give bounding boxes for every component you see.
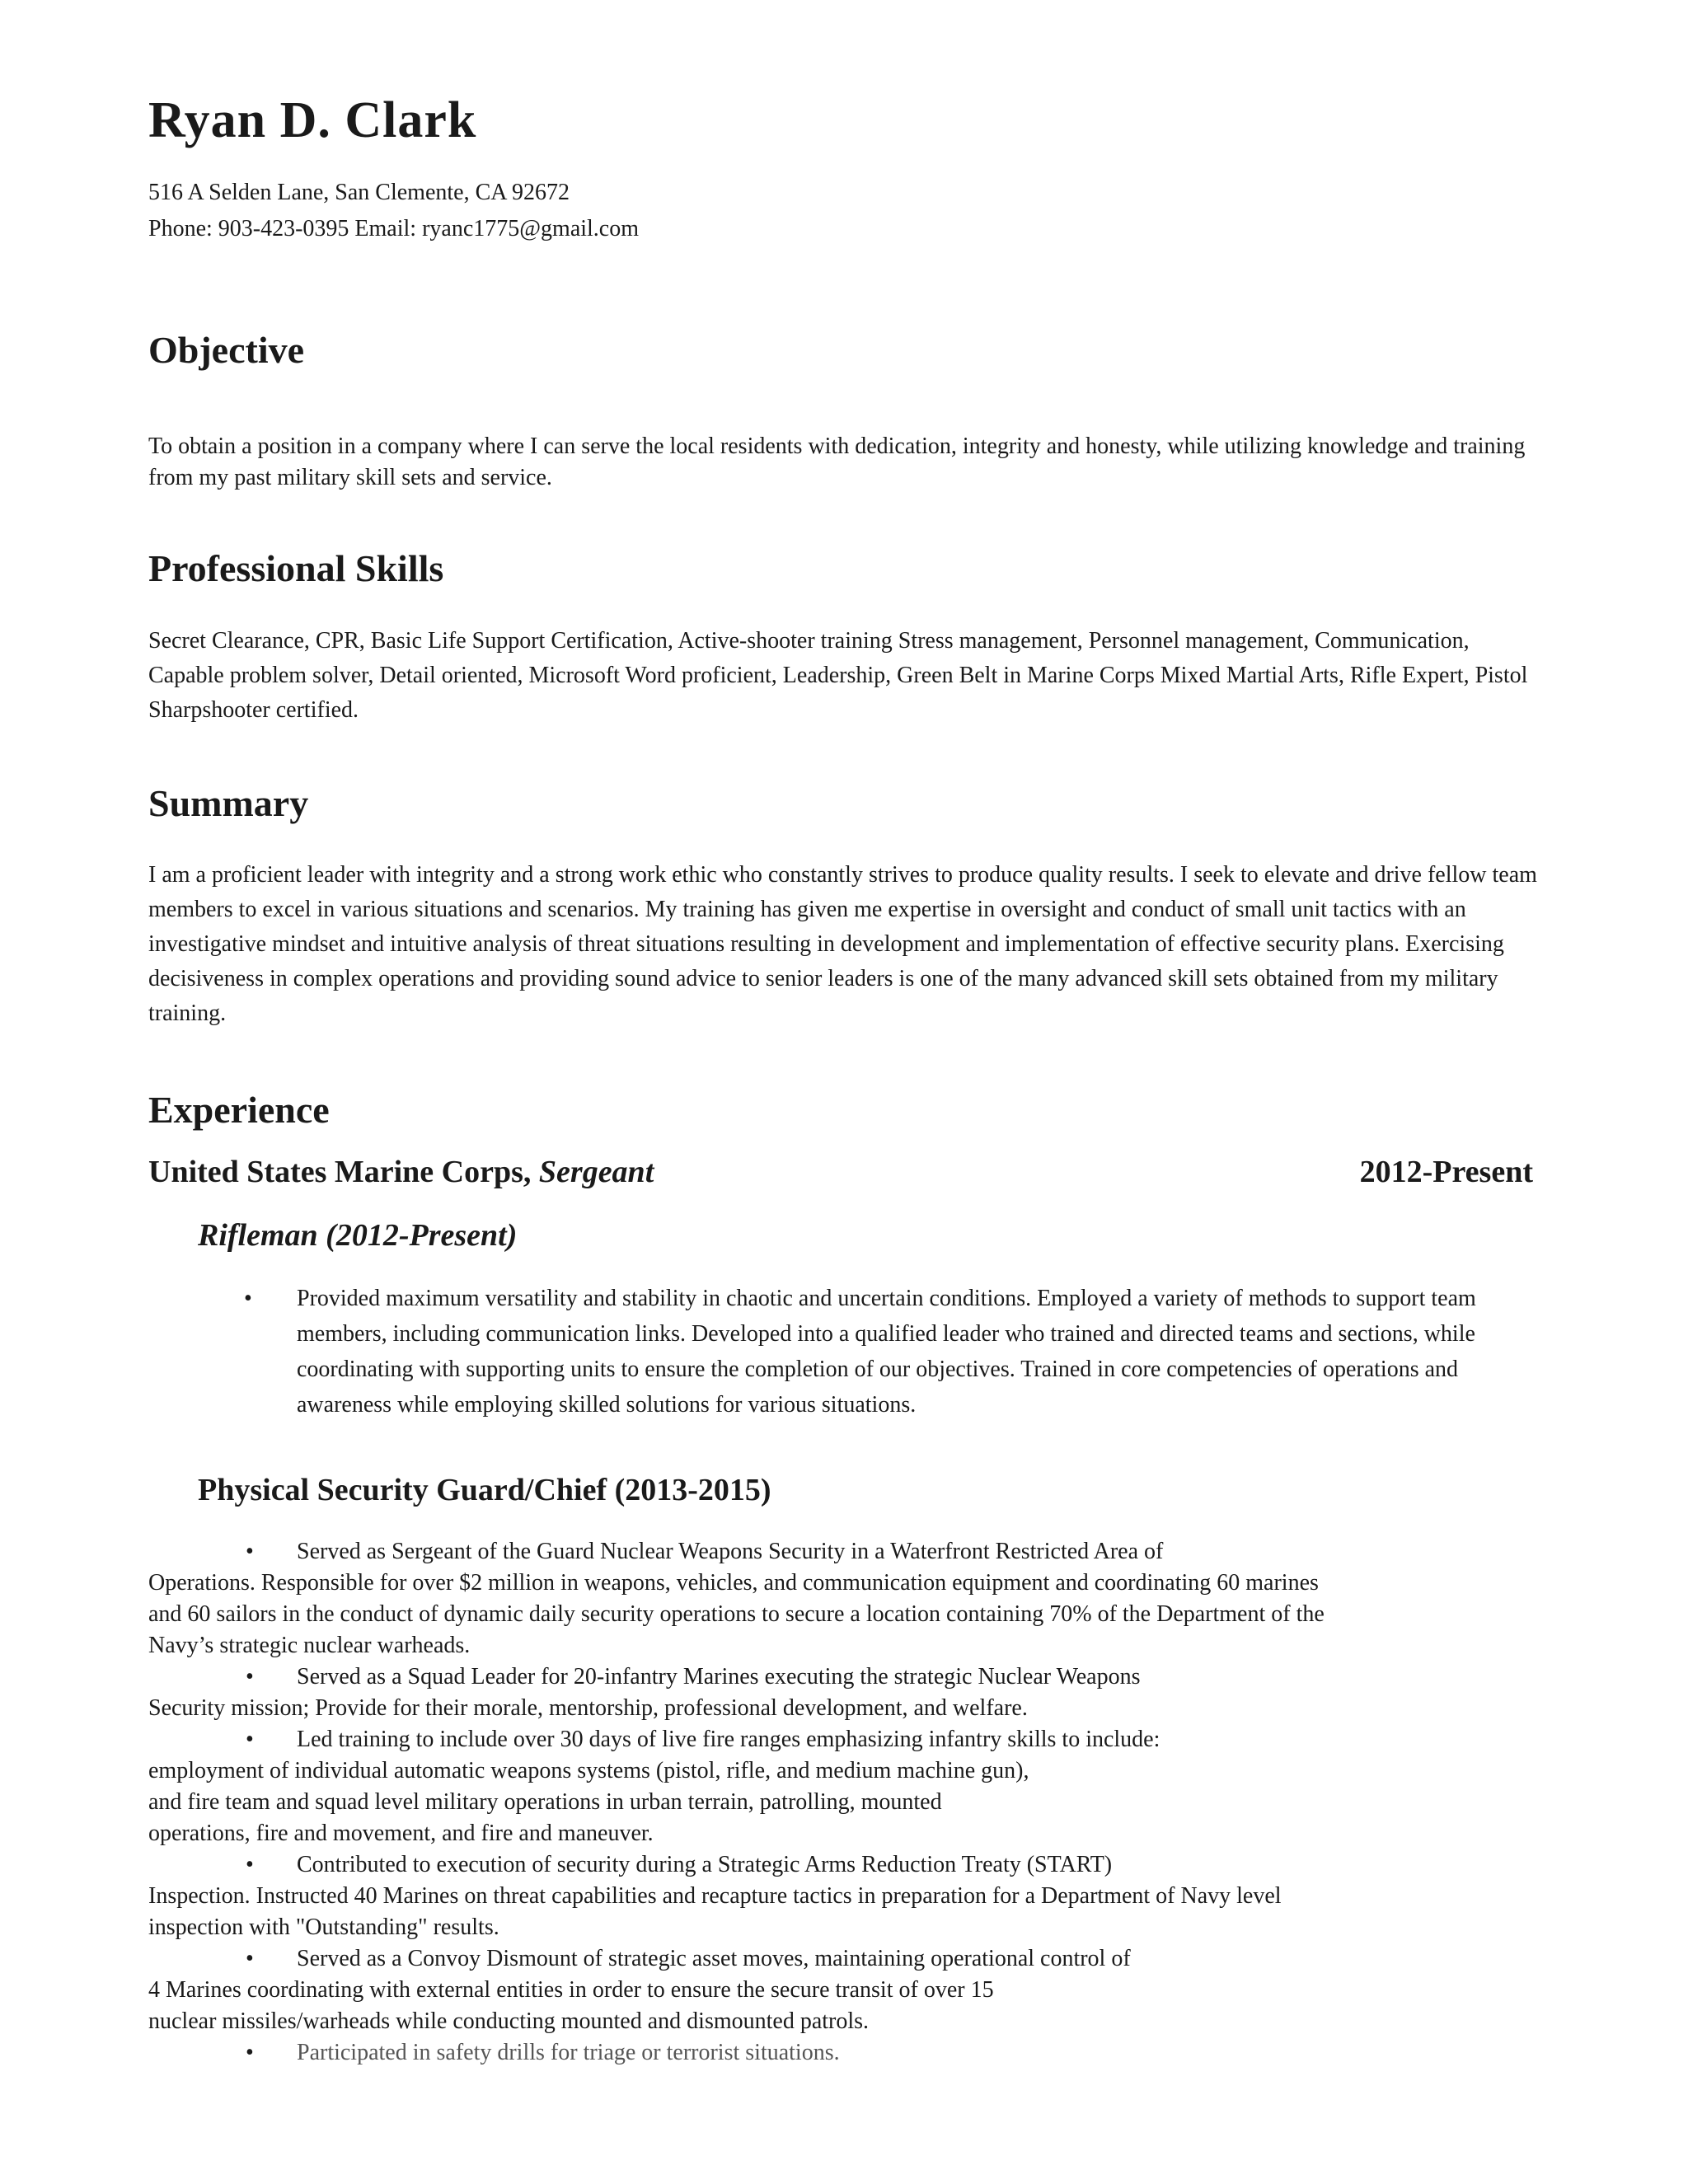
- bullet-icon: •: [246, 1539, 254, 1564]
- security-bullet-5: • Served as a Convoy Dismount of strategic asset moves, maintaining operational control of 4 Marines coordinating with external entities in order to ensure the secure transit of over 15 nuclear missiles/warheads while conducting mounted and dismounted patrols.: [148, 1943, 1550, 2037]
- employer-name: United States Marine Corps,: [148, 1155, 532, 1189]
- bullet-icon: •: [246, 1946, 254, 1971]
- section-title-experience: Experience: [148, 1089, 330, 1131]
- address-line: 516 A Selden Lane, San Clemente, CA 92672: [148, 180, 570, 205]
- candidate-name: Ryan D. Clark: [148, 92, 477, 148]
- role-title-rifleman: Rifleman (2012-Present): [198, 1218, 518, 1253]
- security-bullet-4: • Contributed to execution of security during a Strategic Arms Reduction Treaty (START) Inspection. Instructed 40 Marines on threat capabilities and recapture tactics in preparation for a Department of Navy level inspection with "Outstanding" results.: [148, 1849, 1550, 1943]
- contact-block: [148, 175, 639, 247]
- job-dates: 2012-Present: [1359, 1155, 1533, 1189]
- bullet-icon: •: [246, 2040, 254, 2065]
- job-header: [148, 1154, 1533, 1192]
- bullet-icon: •: [246, 1727, 254, 1752]
- section-title-objective: Objective: [148, 329, 305, 371]
- rifleman-bullet: Provided maximum versatility and stability in chaotic and uncertain conditions. Employed a variety of methods to support team members, including communication links. Developed into a qualified leader who trained and directed teams and sections, while coordinating with supporting units to ensure the completion of our objectives. Trained in core competencies of operations and awareness while employing skilled solutions for various situations.: [297, 1286, 1476, 1418]
- security-bullet-6: • Participated in safety drills for triage or terrorist situations.: [148, 2037, 1550, 2069]
- section-title-skills: Professional Skills: [148, 547, 444, 589]
- bullet-icon: •: [246, 1664, 254, 1690]
- objective-text: To obtain a position in a company where I can serve the local residents with dedication, integrity and honesty, while utilizing knowledge and training from my past military skill sets and service.: [148, 434, 1526, 490]
- bullet-icon: •: [246, 1852, 254, 1877]
- skills-text: Secret Clearance, CPR, Basic Life Support Certification, Active-shooter training Stress management, Personnel management, Communication, Capable problem solver, Detail oriented, Microsoft Word proficient, Leadership, Green Belt in Marine Corps Mixed Martial Arts, Rifle Expert, Pistol Sharpshooter certified.: [148, 628, 1528, 723]
- phone-email-line: Phone: 903-423-0395 Email: ryanc1775@gmail.com: [148, 216, 640, 241]
- bullet-icon: •: [244, 1286, 252, 1311]
- section-title-summary: Summary: [148, 782, 309, 824]
- summary-text: I am a proficient leader with integrity and a strong work ethic who constantly strives to produce quality results. I seek to elevate and drive fellow team members to excel in various situations and scenarios. My training has given me expertise in oversight and conduct of small unit tactics with an investigative mindset and intuitive analysis of threat situations resulting in development and implementation of effective security plans. Exercising decisiveness in complex operations and providing sound advice to senior leaders is one of the many advanced skill sets obtained from my military training.: [148, 862, 1537, 1026]
- security-bullet-3: • Led training to include over 30 days of live fire ranges emphasizing infantry skills to include: employment of individual automatic weapons systems (pistol, rifle, and medium machine gun), and fire team and squad level military operations in urban terrain, patrolling, mounted operations, fire and movement, and fire and maneuver.: [148, 1724, 1550, 1849]
- employer-rank: Sergeant: [538, 1155, 654, 1189]
- role-title-security-guard: Physical Security Guard/Chief (2013-2015): [198, 1473, 771, 1507]
- security-bullet-2: • Served as a Squad Leader for 20-infantry Marines executing the strategic Nuclear Weapons Security mission; Provide for their morale, mentorship, professional development, and welfare.: [148, 1661, 1550, 1724]
- security-bullet-1: • Served as Sergeant of the Guard Nuclear Weapons Security in a Waterfront Restricted Area of Operations. Responsible for over $2 million in weapons, vehicles, and communication equipment and coordinating 60 marines and 60 sailors in the conduct of dynamic daily security operations to secure a location containing 70% of the Department of the Navy’s strategic nuclear warheads.: [148, 1536, 1550, 1661]
